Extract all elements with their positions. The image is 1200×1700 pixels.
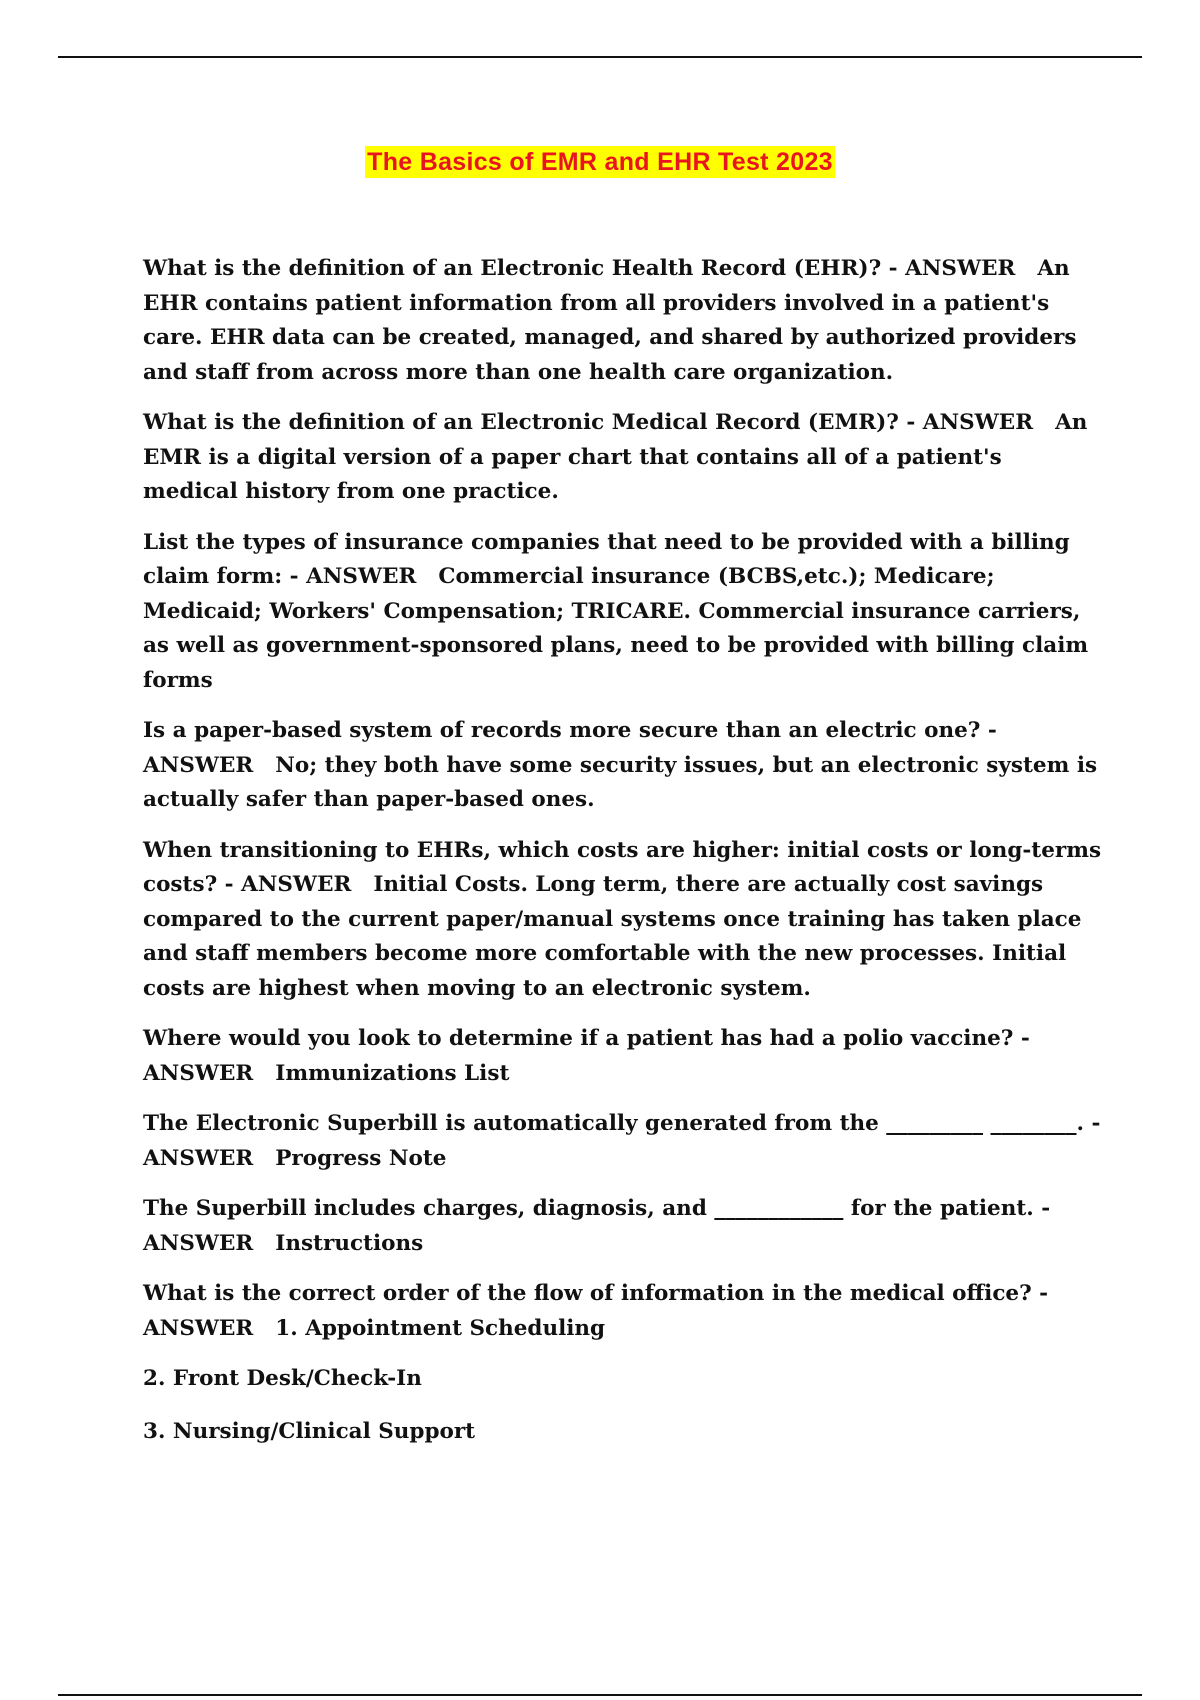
question-text: What is the correct order of the flow of information in the medical office? - ANSWER bbox=[143, 1281, 1049, 1341]
qa-item bbox=[143, 834, 1103, 1007]
question-text: Is a paper-based system of records more secure than an electric one? - ANSWER bbox=[143, 718, 997, 778]
answer-text: An EMR is a digital version of a paper chart that contains all of a patient's medical history from one practice. bbox=[143, 410, 1088, 504]
answer-text: No; they both have some security issues, but an electronic system is actually safer than paper-based ones. bbox=[143, 752, 1098, 812]
question-text: Where would you look to determine if a patient has had a polio vaccine? - ANSWER bbox=[143, 1026, 1030, 1086]
qa-item bbox=[143, 1192, 1103, 1261]
qa-item bbox=[143, 252, 1103, 390]
list-item: 3. Nursing/Clinical Support bbox=[143, 1418, 476, 1444]
qa-item bbox=[143, 714, 1103, 818]
qa-item bbox=[143, 1022, 1103, 1091]
answer-text: Instructions bbox=[275, 1230, 424, 1256]
document-title: The Basics of EMR and EHR Test 2023 bbox=[367, 148, 833, 176]
qa-item bbox=[143, 1107, 1103, 1176]
qa-item bbox=[143, 1277, 1103, 1346]
answer-text: Commercial insurance (BCBS,etc.); Medicare; Medicaid; Workers' Compensation; TRICARE. Commercial insurance carriers, as well as government-sponsored plans, need to be provided with billing claim forms bbox=[143, 564, 1089, 693]
question-text: What is the definition of an Electronic Health Record (EHR)? - ANSWER bbox=[143, 256, 1016, 281]
qa-item bbox=[143, 406, 1103, 510]
list-item: 2. Front Desk/Check-In bbox=[143, 1366, 422, 1391]
question-text: When transitioning to EHRs, which costs are higher: initial costs or long-terms costs? - ANSWER bbox=[143, 837, 1102, 897]
document-body bbox=[143, 252, 1103, 1467]
question-text: The Superbill includes charges, diagnosis, and ____________ for the patient. - ANSWER bbox=[143, 1196, 1051, 1256]
answer-text: 1. Appointment Scheduling bbox=[275, 1315, 606, 1341]
question-text: List the types of insurance companies that need to be provided with a billing claim form: - ANSWER bbox=[143, 529, 1070, 589]
top-rule bbox=[58, 56, 1142, 58]
qa-item bbox=[143, 526, 1103, 699]
answer-text: Initial Costs. Long term, there are actually cost savings compared to the current paper/manual systems once training has taken place and staff members become more comfortable with the new processes. Initial costs are highest when moving to an electronic system. bbox=[143, 872, 1082, 1001]
answer-text: An EHR contains patient information from all providers involved in a patient's care. EHR data can be created, managed, and shared by authorized providers and staff from across more than one health care organization. bbox=[143, 256, 1077, 385]
bottom-rule bbox=[58, 1694, 1142, 1696]
title-container bbox=[0, 146, 1200, 178]
question-text: What is the definition of an Electronic Medical Record (EMR)? - ANSWER bbox=[143, 410, 1034, 435]
answer-text: Immunizations List bbox=[275, 1060, 510, 1086]
question-text: The Electronic Superbill is automatically generated from the _________ ________. - ANSWER bbox=[143, 1111, 1101, 1171]
answer-text: Progress Note bbox=[275, 1145, 447, 1171]
